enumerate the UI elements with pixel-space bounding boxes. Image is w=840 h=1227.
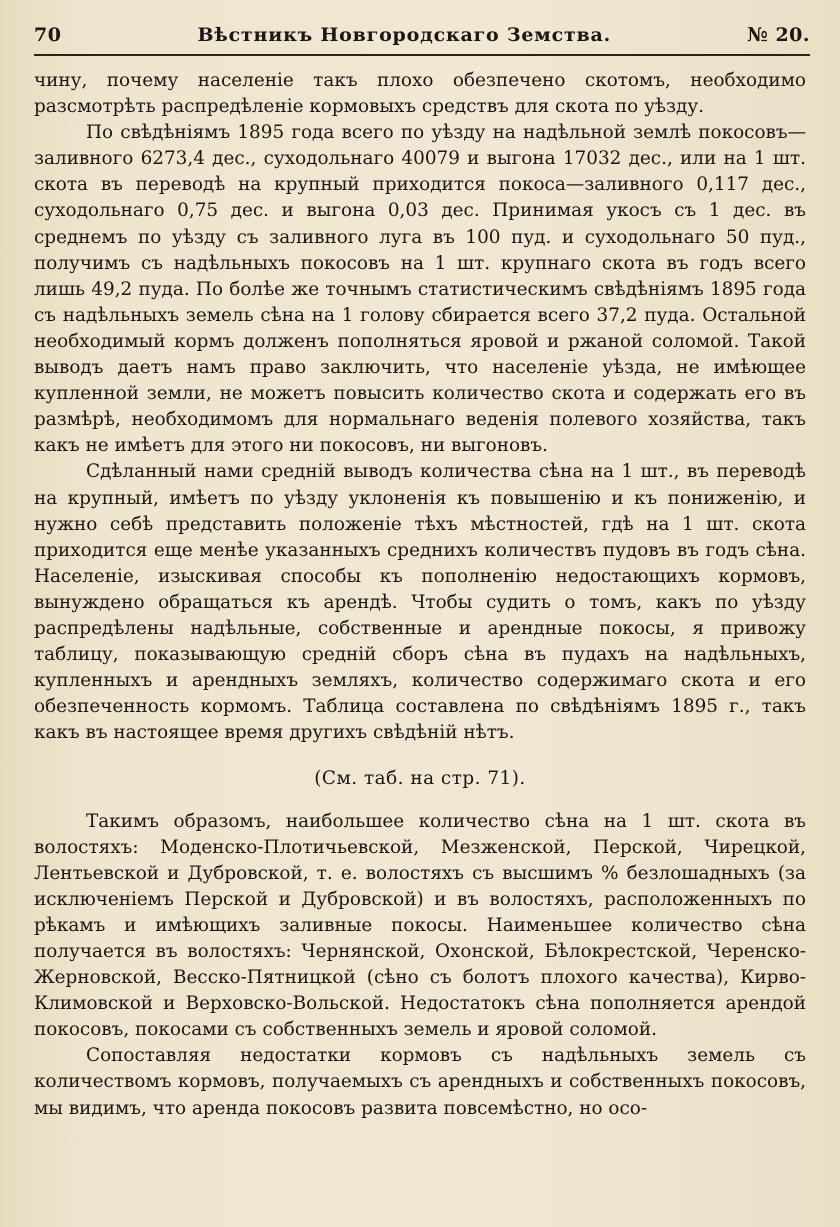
paragraph-average-hay: Сдѣланный нами среднiй выводъ количества сѣна на 1 шт., въ переводѣ на крупный, имѣетъ по уѣзду уклоненія къ повышенію и къ пониженію, и нужно себѣ представить положеніе тѣхъ мѣстностей, гдѣ на 1 шт. скота приходится еще менѣе указанныхъ среднихъ количествъ пудовъ въ годъ сѣна. Населеніе, изыскивая способы къ пополненію недостающихъ кормовъ, вынуждено обращаться къ арендѣ. Чтобы судить о томъ, какъ по уѣзду распредѣлены надѣльные, собственные и арендные покосы, я привожу таблицу, показывающую среднiй сборъ сѣна въ пудахъ на надѣльныхъ, купленныхъ и арендныхъ земляхъ, количество содержимаго скота и его обезпеченность кормомъ. Таблица составлена по свѣдѣніямъ 1895 г., такъ какъ въ настоящее время другихъ свѣдѣній нѣтъ. bbox=[34, 461, 806, 744]
header-rule bbox=[34, 54, 810, 56]
journal-title: Вѣстникъ Новгородскаго Земства. bbox=[197, 24, 612, 46]
issue-number: № 20. bbox=[747, 24, 810, 46]
paragraph-comparison: Сопоставляя недостатки кормовъ съ надѣльныхъ земель съ количествомъ кормовъ, получаемыхъ съ арендныхъ и собственныхъ покосовъ, мы видимъ, что аренда покосовъ развита повсемѣстно, но осо- bbox=[34, 1045, 806, 1119]
page-number: 70 bbox=[34, 24, 62, 46]
article-body bbox=[34, 68, 806, 1122]
table-reference: (См. таб. на стр. 71). bbox=[314, 768, 526, 790]
paragraph-continuation: чину, почему населеніе такъ плохо обезпечено скотомъ, необходимо разсмотрѣть распредѣленіе кормовыхъ средствъ для скота по уѣзду. bbox=[34, 70, 806, 118]
paragraph-volosts: Такимъ образомъ, наибольшее количество сѣна на 1 шт. скота въ волостяхъ: Моденско-Плотичьевской, Мезженской, Перской, Чирецкой, Лентьевской и Дубровской, т. е. волостяхъ съ высшимъ % безлошадныхъ (за исключеніемъ Перской и Дубровской) и въ волостяхъ, расположенныхъ по рѣкамъ и имѣющихъ заливные покосы. Наименьшее количество сѣна получается въ волостяхъ: Чернянской, Охонской, Бѣлокрестской, Черенско-Жерновской, Весско-Пятницкой (сѣно съ болотъ плохого качества), Кирво-Климовской и Верховско-Вольской. Недостатокъ сѣна пополняется арендой покосовъ, покосами съ собственныхъ земель и яровой соломой. bbox=[34, 810, 806, 1041]
paragraph-statistics-1895: По свѣдѣніямъ 1895 года всего по уѣзду на надѣльной землѣ покосовъ—заливного 6273,4 дес., суходольнаго 40079 и выгона 17032 дес., или на 1 шт. скота въ переводѣ на крупный приходится покоса—заливного 0,117 дес., суходольнаго 0,75 дес. и выгона 0,03 дес. Принимая укосъ съ 1 дес. въ среднемъ по уѣзду съ заливного луга въ 100 пуд. и суходольнаго 50 пуд., получимъ съ надѣльныхъ покосовъ на 1 шт. крупнаго скота въ годъ всего лишь 49,2 пуда. По болѣе же точнымъ статистическимъ свѣдѣніямъ 1895 года съ надѣльныхъ земель сѣна на 1 голову сбирается всего 37,2 пуда. Остальной необходимый кормъ долженъ пополняться яровой и ржаной соломой. Такой выводъ даетъ намъ право заключить, что населеніе уѣзда, не имѣющее купленной земли, не можетъ повысить количество скота и содержать его въ размѣрѣ, необходимомъ для нормальнаго веденія полевого хозяйства, такъ какъ не имѣетъ для этого ни покосовъ, ни выгоновъ. bbox=[34, 122, 806, 457]
page-header bbox=[34, 24, 810, 54]
